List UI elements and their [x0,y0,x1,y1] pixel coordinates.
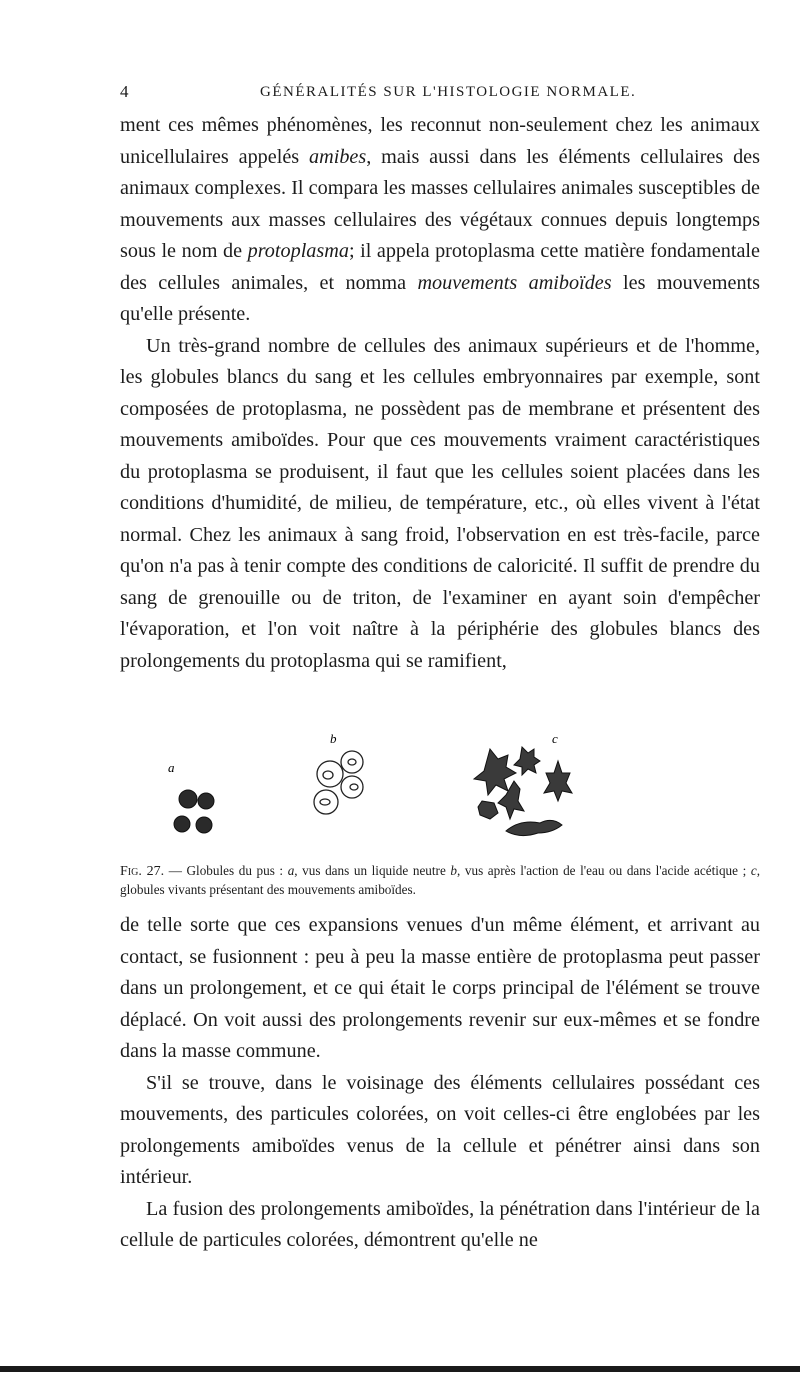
figure-label-a: a [168,760,175,775]
amoeboid-cell-6 [506,820,562,835]
paragraph-1-part-4: les mouvements qu'elle présente. [120,271,760,325]
globules-group-c [474,747,572,836]
amoeboid-cell-5 [478,801,498,819]
figure-number: Fig. 27. [120,864,165,879]
page-bottom-edge [0,1366,800,1372]
term-amibes: amibes [309,145,367,168]
caption-part-3: , vus après l'action de l'eau ou dans l'acide acétique ; [457,863,751,878]
globule-b-3-nucleus [350,784,358,790]
caption-part-2: , vus dans un liquide neutre [294,863,451,878]
globules-group-b [314,751,363,814]
globule-a-2 [198,793,214,809]
amoeboid-cell-2 [514,747,540,775]
running-head [120,82,760,104]
term-mouvements-amiboides: mouvements amiboïdes [417,271,612,294]
globules-group-a [174,790,214,833]
globule-b-2 [341,751,363,773]
figure-27-illustration [120,727,760,847]
globule-a-3 [174,816,190,832]
paragraph-3: de telle sorte que ces expansions venues d'un même élément, et arrivant au contact, se fusionnent : peu à peu la masse entière de protoplasma peut passer dans un prolongement, et ce qui était le corps principal de l'élément se trouve déplacé. On voit aussi des prolongements revenir sur eux-mêmes et se fondre dans la masse commune. [120,914,760,1062]
caption-label-c: c [750,863,757,878]
caption-part-1: — Globules du pus : [164,863,288,878]
paragraph-1-part-2: , mais aussi dans les éléments cellulaires des animaux complexes. Il compara les masses cellulaires animales susceptibles de mouvements aux masses cellulaires des végétaux connues depuis longtemps sous le nom de [120,145,760,262]
caption-part-4: , globules vivants présentant des mouvements amiboïdes. [120,863,760,897]
figure-caption [120,862,760,899]
globule-b-4 [314,790,338,814]
globule-a-1 [179,790,197,808]
body-text-bottom [120,910,760,1257]
figure-label-c: c [552,731,558,746]
paragraph-2: Un très-grand nombre de cellules des animaux supérieurs et de l'homme, les globules blancs du sang et les cellules embryonnaires par exemple, sont composées de protoplasma, ne possèdent pas de membrane et présentent des mouvements amiboïdes. Pour que ces mouvements vraiment caractéristiques du protoplasma se produisent, il faut que les cellules soient placées dans les conditions d'humidité, de milieu, de température, etc., où elles vivent à l'état normal. Chez les animaux à sang froid, l'observation en est très-facile, parce qu'on n'a pas à tenir compte des conditions de caloricité. Il suffit de prendre du sang de grenouille ou de triton, de l'examiner en ayant soin d'empêcher l'évaporation, et l'on voit naître à la périphérie des globules blancs des prolongements du protoplasma qui se ramifient, [120,334,760,672]
globules-drawing [120,727,760,847]
paragraph-5: La fusion des prolongements amiboïdes, la pénétration dans l'intérieur de la cellule de particules colorées, démontrent qu'elle ne [120,1197,760,1251]
globule-a-4 [196,817,212,833]
caption-label-a: a [287,863,295,878]
amoeboid-cell-3 [544,761,572,801]
globule-b-4-nucleus [320,799,330,805]
paragraph-1 [120,110,760,331]
figure-label-b: b [330,731,337,746]
globule-b-2-nucleus [348,759,356,765]
paragraph-4: S'il se trouve, dans le voisinage des éléments cellulaires possédant ces mouvements, des particules colorées, on voit celles-ci être englobées par les prolongements amiboïdes venus de la cellule et pénétrer ainsi dans son intérieur. [120,1071,760,1188]
running-head-title: GÉNÉRALITÉS SUR L'HISTOLOGIE NORMALE. [260,84,637,100]
body-text-top [120,110,760,677]
term-protoplasma: protoplasma [247,240,349,262]
page-number: 4 [120,82,129,101]
globule-b-1-nucleus [323,771,333,779]
paragraph-1-part-1: ment ces mêmes phénomènes, les reconnut non-seulement chez les animaux unicellulaires appelés [120,114,760,168]
globule-b-1 [317,761,343,787]
globule-b-3 [341,776,363,798]
caption-label-b: b [450,863,457,878]
paragraph-1-part-3: ; il appela protoplasma cette matière fondamentale des cellules animales, et nomma [120,240,760,294]
